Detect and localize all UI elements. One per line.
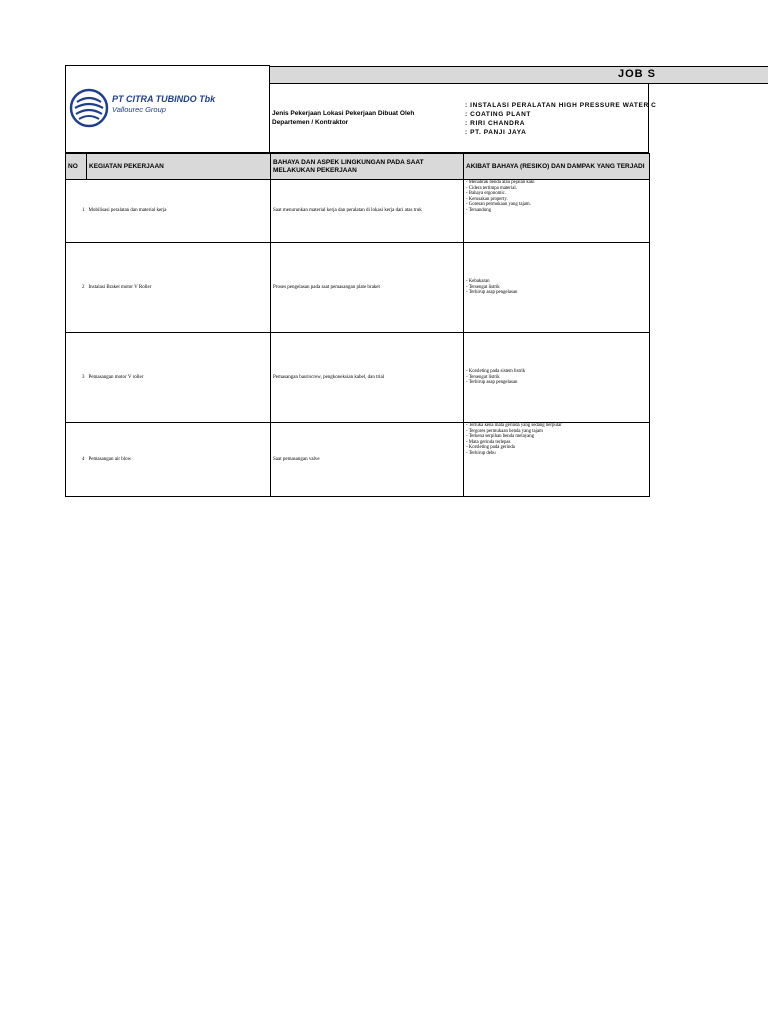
info-values — [465, 101, 656, 137]
row-kegiatan: Pemasangan motor V roller — [87, 333, 271, 423]
row-no: 1 — [66, 180, 87, 243]
header-bahaya: BAHAYA DAN ASPEK LINGKUNGAN PADA SAAT MELAKUKAN PEKERJAAN — [271, 154, 464, 180]
header-kegiatan: KEGIATAN PEKERJAAN — [87, 154, 271, 180]
row-bahaya: Saat pemasangan valve — [271, 423, 464, 497]
info-label-1: Jenis Pekerjaan Lokasi Pekerjaan Dibuat Oleh — [272, 110, 415, 117]
table-header-row — [66, 154, 650, 180]
title-band — [270, 66, 768, 84]
company-logo-icon — [69, 88, 109, 128]
row-akibat: - Kebakaran - Tersengat listrik - Terhirup asap pengelasan — [464, 243, 650, 333]
info-value-jenis: : INSTALASI PERALATAN HIGH PRESSURE WATER C — [465, 102, 657, 109]
hazard-table — [65, 153, 650, 497]
document-title: JOB S — [618, 68, 657, 80]
row-kegiatan: Instalasi Braket motor V Roller — [87, 243, 271, 333]
table-row — [66, 243, 650, 333]
row-no: 2 — [66, 243, 87, 333]
row-kegiatan: Mobilisasi peralatan dan material kerja — [87, 180, 271, 243]
row-no: 3 — [66, 333, 87, 423]
header-akibat: AKIBAT BAHAYA (RESIKO) DAN DAMPAK YANG TERJADI — [464, 154, 650, 180]
table-row — [66, 423, 650, 497]
row-akibat: - Korsleting pada sistem listrik - Tersengat listrik - Terhirup asap pengelasan — [464, 333, 650, 423]
header-no: NO — [66, 154, 87, 180]
row-akibat: - Terluka kena mata gerinda yang sedang berputar - Tergores permukaan benda yang tajam - Terkena serpihan benda melayang - Mata gerinda terlepas - Korsleting pada gerinda - Terhirup debu — [464, 423, 650, 497]
row-bahaya: Saat menurunkan material kerja dan peralatan di lokasi kerja dari atas truk — [271, 180, 464, 243]
job-safety-sheet — [65, 65, 768, 496]
row-akibat: - Menabrak benda atau pejalan kaki - Cidera tertimpa material. - Bahaya ergonomic. - Kerusakan property. - Goresan permukaan yang tajam. - Tersandung — [464, 180, 650, 243]
table-row — [66, 180, 650, 243]
company-name: PT CITRA TUBINDO Tbk — [112, 94, 216, 104]
logo-cell — [65, 65, 270, 153]
info-value-dibuat: : RIRI CHANDRA — [465, 120, 526, 127]
info-value-lokasi: : COATING PLANT — [465, 111, 531, 118]
table-row — [66, 333, 650, 423]
row-kegiatan: Pemasangan air blow — [87, 423, 271, 497]
info-labels — [272, 109, 414, 127]
row-no: 4 — [66, 423, 87, 497]
info-label-2: Departemen / Kontraktor — [272, 119, 349, 126]
row-bahaya: Proses pengelasan pada saat pemasangan plate braket — [271, 243, 464, 333]
company-logo — [69, 88, 269, 128]
info-value-kontraktor: : PT. PANJI JAYA — [465, 129, 527, 136]
row-bahaya: Pemasangan baut/screw, pengkoneksian kabel, dan trial — [271, 333, 464, 423]
company-group: Vallourec Group — [112, 105, 166, 114]
